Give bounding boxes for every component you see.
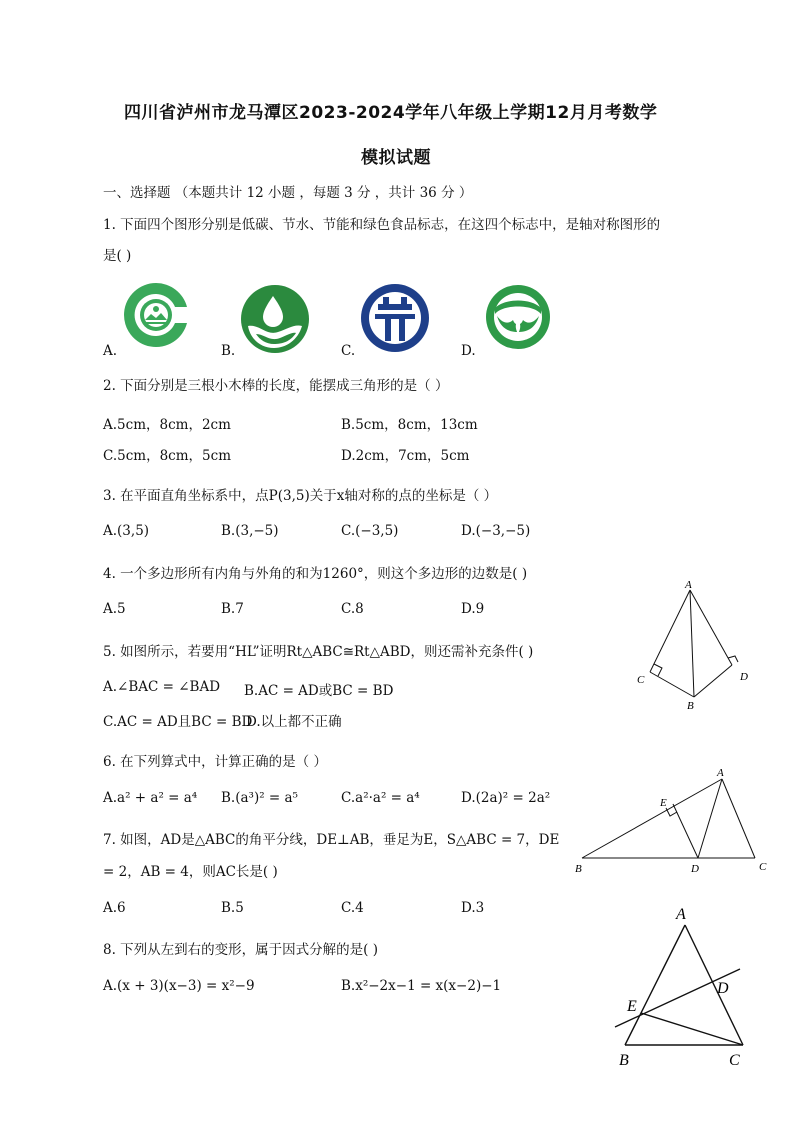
q5-label-c: C [637, 674, 645, 686]
q8-figure [605, 895, 755, 1075]
q6-option-a: A.a² + a² = a⁴ [103, 790, 198, 806]
q5-option-a: A.∠BAC = ∠BAD [103, 679, 221, 695]
q1-option-c: C. [341, 343, 356, 359]
q4-option-c: C.8 [341, 601, 364, 617]
q5-option-d: D.以上都不正确 [246, 714, 342, 730]
q8-option-b: B.x²−2x−1 = x(x−2)−1 [341, 978, 502, 994]
q4-option-d: D.9 [461, 601, 485, 617]
q6-option-d: D.(2a)² = 2a² [461, 790, 551, 806]
q8-label-d: D [717, 980, 729, 997]
q5-label-a: A [685, 579, 692, 591]
q7-figure [570, 763, 780, 878]
q4-option-b: B.7 [221, 601, 244, 617]
q7-option-c: C.4 [341, 900, 364, 916]
q1-logo-c-icon [360, 283, 430, 353]
q1-logo-a-icon [123, 282, 189, 348]
q3-option-b: B.(3,−5) [221, 523, 279, 539]
q3-option-a: A.(3,5) [103, 523, 150, 539]
q3-stem: 3. 在平面直角坐标系中，点P(3,5)关于x轴对称的点的坐标是（ ） [103, 488, 498, 504]
q2-option-c: C.5cm，8cm，5cm [103, 448, 231, 464]
page-title-line2: 模拟试题 [361, 148, 431, 168]
q1-option-b: B. [221, 343, 236, 359]
q7-label-b: B [575, 863, 582, 875]
q4-option-a: A.5 [103, 601, 126, 617]
q7-label-a: A [717, 767, 724, 779]
q8-label-b: B [619, 1052, 629, 1069]
q5-option-b: B.AC = AD或BC = BD [244, 683, 394, 699]
q1-stem-line2: 是( ) [103, 248, 132, 264]
q4-stem: 4. 一个多边形所有内角与外角的和为1260°，则这个多边形的边数是( ) [103, 566, 528, 582]
q7-option-d: D.3 [461, 900, 485, 916]
q7-label-c: C [759, 861, 767, 873]
q5-figure [630, 575, 760, 715]
q5-label-d: D [740, 671, 748, 683]
q7-option-a: A.6 [103, 900, 126, 916]
q3-option-d: D.(−3,−5) [461, 523, 531, 539]
q1-stem-line1: 1. 下面四个图形分别是低碳、节水、节能和绿色食品标志，在这四个标志中，是轴对称图形的 [103, 217, 661, 233]
q8-option-a: A.(x + 3)(x−3) = x²−9 [103, 978, 255, 994]
q2-option-d: D.2cm，7cm，5cm [341, 448, 470, 464]
q7-label-d: D [691, 863, 699, 875]
q1-option-d: D. [461, 343, 476, 359]
q7-stem-line2: = 2，AB = 4，则AC长是( ) [103, 864, 278, 880]
q2-stem: 2. 下面分别是三根小木棒的长度，能摆成三角形的是（ ） [103, 378, 449, 394]
q7-label-e: E [660, 797, 667, 809]
q5-stem: 5. 如图所示，若要用“HL”证明Rt△ABC≅Rt△ABD，则还需补充条件( ) [103, 644, 534, 660]
page-title-line1: 四川省泸州市龙马潭区2023-2024学年八年级上学期12月月考数学 [124, 103, 658, 123]
q7-option-b: B.5 [221, 900, 244, 916]
section-heading: 一、选择题 （本题共计 12 小题 ，每题 3 分 ，共计 36 分 ） [103, 185, 473, 201]
q8-label-a: A [676, 906, 686, 923]
q1-logo-d-icon [485, 284, 551, 350]
q2-option-b: B.5cm，8cm，13cm [341, 417, 478, 433]
q8-stem: 8. 下列从左到右的变形，属于因式分解的是( ) [103, 942, 378, 958]
q6-option-b: B.(a³)² = a⁵ [221, 790, 298, 806]
q2-option-a: A.5cm，8cm，2cm [103, 417, 231, 433]
q1-logo-b-icon [240, 284, 310, 354]
q7-stem-line1: 7. 如图，AD是△ABC的角平分线，DE⊥AB，垂足为E，S△ABC = 7，DE [103, 832, 560, 848]
q1-option-a: A. [103, 343, 118, 359]
q8-label-c: C [729, 1052, 740, 1069]
q6-stem: 6. 在下列算式中，计算正确的是（ ） [103, 754, 327, 770]
q6-option-c: C.a²·a² = a⁴ [341, 790, 420, 806]
q8-label-e: E [627, 998, 637, 1015]
q5-option-c: C.AC = AD且BC = BD [103, 714, 253, 730]
q5-label-b: B [687, 700, 694, 712]
q3-option-c: C.(−3,5) [341, 523, 399, 539]
